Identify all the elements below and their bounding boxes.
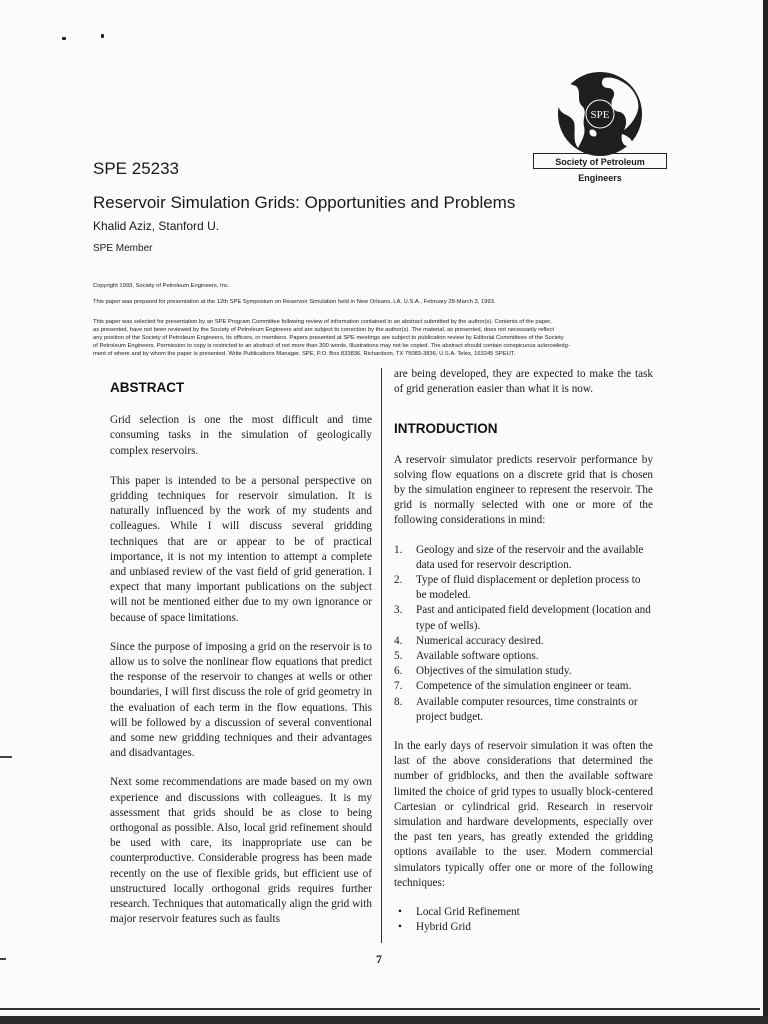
list-text: Local Grid Refinement <box>416 906 520 919</box>
scan-mark <box>0 756 12 758</box>
list-item <box>394 679 653 694</box>
scan-edge-line <box>0 1008 760 1010</box>
list-item <box>394 603 653 633</box>
list-number: 1. <box>394 543 403 556</box>
selection-notice-line: of Petroleum Engineers. Permission to copy is restricted to an abstract of not more than 300 words. Illustrations may not be copied. The abstract should contain conspicuous acknowledg- <box>93 343 570 349</box>
list-text: Available software options. <box>416 650 539 663</box>
list-text: Numerical accuracy desired. <box>416 634 544 647</box>
list-item <box>394 664 653 679</box>
list-number: 7. <box>394 680 403 693</box>
membership-line: SPE Member <box>93 243 153 254</box>
paper-title: Reservoir Simulation Grids: Opportunities and Problems <box>93 193 516 212</box>
abstract-paragraph: Next some recommendations are made based on my own experience and discussions with colleagues. It is my assessment that grids should be as close to being orthogonal as possible. Also, local grid refinement should be used with care, its inappropriate use can be counterproductive. Considerable progress has been made recently on the use of flexible grids, but efficient use of unstructured locally orthogonal grids requires further research. Techniques that automatically align the grid with major reservoir features such as faults <box>110 776 372 926</box>
abstract-paragraph: This paper is intended to be a personal perspective on gridding techniques for reservoir simulation. It is naturally influenced by the work of my students and colleagues. While I will discuss several gridding techniques that are or appear to be of practical importance, it is not my intention to attempt a complete and unbiased review of the vast field of grid generation. I expect that many important publications on the subject will not be mentioned either due to my own ignorance or because of space limitations. <box>110 474 372 624</box>
paper-authors: Khalid Aziz, Stanford U. <box>93 219 220 233</box>
list-item <box>394 695 653 725</box>
abstract-paragraph: Grid selection is one the most difficult and time consuming tasks in the simulation of geologically complex reservoirs. <box>110 414 372 457</box>
introduction-paragraph: A reservoir simulator predicts reservoir performance by solving flow equations on a discrete grid that is chosen by the simulation engineer to represent the reservoir. The grid is normally selected with one or more of the following considerations in mind: <box>394 453 653 527</box>
column-divider <box>381 368 382 943</box>
list-number: 6. <box>394 665 403 678</box>
abstract-heading: ABSTRACT <box>110 380 185 395</box>
selection-notice-line: ment of where and by whom the paper is presented. Write Publications Manager, SPE, P.O. Box 833836, Richardson, TX 75083-3836, U.S.A. Telex, 163245 SPEUT. <box>93 351 516 357</box>
list-text: Type of fluid displacement or depletion process to be modeled. <box>416 574 641 602</box>
page-number: 7 <box>376 952 382 966</box>
scan-edge-right <box>763 0 768 1024</box>
paper-number: SPE 25233 <box>93 159 180 178</box>
list-number: 3. <box>394 604 403 617</box>
list-text: Available computer resources, time constraints or project budget. <box>416 695 638 723</box>
right-column <box>394 367 653 936</box>
abstract-continuation: are being developed, they are expected to make the task of grid generation easier than what it is now. <box>394 368 653 396</box>
logo-caption: Society of Petroleum Engineers <box>533 153 667 169</box>
list-text: Competence of the simulation engineer or team. <box>416 680 632 693</box>
bullet-icon: • <box>398 906 402 919</box>
introduction-heading: INTRODUCTION <box>394 421 498 437</box>
list-item <box>394 634 653 649</box>
logo-globe-text: SPE <box>590 109 610 121</box>
scan-speck <box>62 37 66 40</box>
list-number: 4. <box>394 634 403 647</box>
scan-edge-bottom <box>0 1016 768 1024</box>
copyright-notice: Copyright 1993, Society of Petroleum Engineers, Inc. <box>93 283 230 289</box>
abstract-paragraph: Since the purpose of imposing a grid on the reservoir is to allow us to solve the nonlinear flow equations that predict the response of the reservoir to changes at wells or other boundaries, I will first discuss the role of grid geometry in the evaluation of each term in the flow equations. This will be followed by a discussion of several conventional and some new gridding techniques and their advantages and disadvantages. <box>110 640 372 760</box>
list-number: 2. <box>394 574 403 587</box>
list-number: 5. <box>394 650 403 663</box>
scan-mark <box>0 958 6 960</box>
selection-notice <box>93 318 673 358</box>
selection-notice-line: This paper was selected for presentation by an SPE Program Committee following review of information contained in an abstract submitted by the author(s). Contents of the paper, <box>93 319 552 325</box>
list-text: Hybrid Grid <box>416 921 471 934</box>
list-item <box>394 543 653 573</box>
scan-speck <box>101 34 104 38</box>
presentation-notice: This paper was prepared for presentation at the 12th SPE Symposium on Reservoir Simulation held in New Orleans, LA, U.S.A., February 28-March 3, 1993. <box>93 299 496 305</box>
selection-notice-line: any position of the Society of Petroleum Engineers, its officers, or members. Papers presented at SPE meetings are subject to publication review by Editorial Committees of the Society <box>93 335 564 341</box>
list-item <box>394 573 653 603</box>
selection-notice-line: as presented, have not been reviewed by the Society of Petroleum Engineers and are subject to correction by the author(s). The material, as presented, does not necessarily reflect <box>93 327 555 333</box>
list-item <box>394 905 653 920</box>
bullet-icon: • <box>398 921 402 934</box>
list-text: Objectives of the simulation study. <box>416 665 572 678</box>
list-number: 8. <box>394 695 403 708</box>
list-text: Past and anticipated field development (location and type of wells). <box>416 604 651 632</box>
techniques-list <box>394 905 653 935</box>
considerations-list <box>394 543 653 725</box>
introduction-paragraph: In the early days of reservoir simulation it was often the last of the above considerations that determined the number of gridblocks, and then the available software limited the choice of grid types to usually block-centered Cartesian or cylindrical grid. Research in reservoir simulation and hardware developments, especially over the past ten years, has greatly extended the gridding options available to the user. Modern commercial simulators typically offer one or more of the following techniques: <box>394 740 653 889</box>
list-item <box>394 649 653 664</box>
list-item <box>394 920 653 935</box>
left-column <box>110 380 372 928</box>
list-text: Geology and size of the reservoir and the available data used for reservoir description. <box>416 543 644 571</box>
